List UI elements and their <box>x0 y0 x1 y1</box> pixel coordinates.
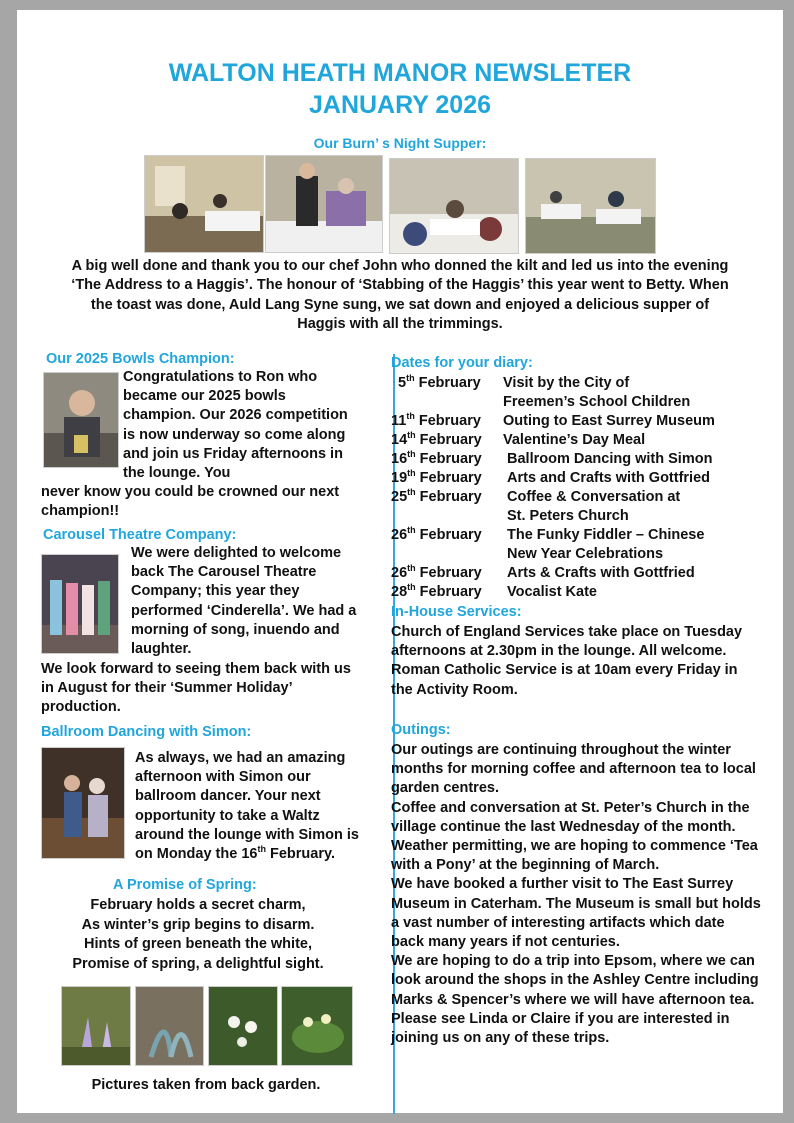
diary-date: 25th February <box>391 487 482 505</box>
diary-event: The Funky Fiddler – Chinese <box>507 527 705 543</box>
diary-date: 26th February <box>391 525 482 543</box>
diary-event: Visit by the City of <box>503 375 630 391</box>
outings-paragraph: We are hoping to do a trip into Epsom, where we can look around the shops in the Ashley Centre including Marks & Spencer’s where we will have afternoon tea. <box>391 953 759 1008</box>
bowls-heading: Our 2025 Bowls Champion: <box>46 351 235 367</box>
diary-event: Arts & Crafts with Gottfried <box>507 565 695 581</box>
diary-event: New Year Celebrations <box>507 546 664 562</box>
burns-photo-4 <box>525 158 656 254</box>
outings-paragraph: Please see Linda or Claire if you are interested in joining us on any of these trips. <box>391 1010 730 1047</box>
diary-date: 5th February <box>398 373 481 391</box>
burns-heading: Our Burn’ s Night Supper: <box>313 135 487 151</box>
garden-photo-2 <box>135 986 204 1066</box>
diary-event: Outing to East Surrey Museum <box>503 413 715 429</box>
poem-line: As winter’s grip begins to disarm. <box>81 916 315 933</box>
outings-text <box>391 741 761 1048</box>
outings-paragraph: We have booked a further visit to The East Surrey Museum in Caterham. The Museum is small but holds a vast number of interesting artifacts which date back many years if not centuries. <box>391 876 761 951</box>
carousel-heading: Carousel Theatre Company: <box>43 527 237 543</box>
diary-date: 28th February <box>391 582 482 600</box>
garden-photo-4 <box>281 986 353 1066</box>
diary-event: St. Peters Church <box>507 508 629 524</box>
outings-paragraph: Our outings are continuing throughout the winter months for morning coffee and afternoon tea to local garden centres. <box>391 742 756 797</box>
garden-photo-1 <box>61 986 131 1066</box>
outings-paragraph: Weather permitting, we are hoping to commence ‘Tea with a Pony’ at the beginning of March. <box>391 838 758 874</box>
poem-line: Promise of spring, a delightful sight. <box>72 955 324 972</box>
newsletter-page <box>17 10 783 1113</box>
garden-photo-3 <box>208 986 278 1066</box>
diary-event: Vocalist Kate <box>507 584 597 600</box>
diary-date: 26th February <box>391 563 482 581</box>
carousel-text: We were delighted to welcome back The Carousel Theatre Company; this year they performed ‘Cinderella’. We had a morning of song, inuendo and laughter. <box>131 545 357 658</box>
burns-photo-2 <box>265 155 383 253</box>
diary-event: Valentine’s Day Meal <box>503 432 646 448</box>
inhouse-heading: In-House Services: <box>391 604 522 620</box>
newsletter-date: JANUARY 2026 <box>308 91 492 119</box>
outings-heading: Outings: <box>391 722 451 738</box>
burns-text: A big well done and thank you to our chef John who donned the kilt and led us into the evening ‘The Address to a Haggis’. The honour of ‘Stabbing of the Haggis’ this year went to Betty. When the toast was done, Auld Lang Syne sung, we sat down and enjoyed a delicious supper of Haggis with all the trimmings. <box>71 258 729 332</box>
diary-event: Ballroom Dancing with Simon <box>507 451 713 467</box>
diary-date: 11th February <box>391 411 481 429</box>
diary-date: 14th February <box>391 430 482 448</box>
ballroom-heading: Ballroom Dancing with Simon: <box>41 724 252 740</box>
outings-paragraph: Coffee and conversation at St. Peter’s Church in the village continue the last Wednesday of the month. <box>391 799 750 835</box>
spring-heading: A Promise of Spring: <box>113 877 257 893</box>
diary-event: Arts and Crafts with Gottfried <box>507 470 711 486</box>
bowls-text-continued: never know you could be crowned our next champion!! <box>41 484 340 520</box>
burns-photo-1 <box>144 155 264 253</box>
poem-line: Hints of green beneath the white, <box>84 936 312 952</box>
diary-event: Coffee & Conversation at <box>507 489 681 505</box>
carousel-photo <box>41 554 119 654</box>
diary-date: 19th February <box>391 468 482 486</box>
spring-poem <box>33 896 363 974</box>
ballroom-text: As always, we had an amazing afternoon with Simon our ballroom dancer. Your next opportunity to take a Waltz around the lounge with Simon is on Monday the 16th February. <box>135 750 359 863</box>
inhouse-text: Church of England Services take place on Tuesday afternoons at 2.30pm in the lounge. All welcome. Roman Catholic Service is at 10am every Friday in the Activity Room. <box>391 624 743 698</box>
ballroom-photo <box>41 747 125 859</box>
newsletter-title: WALTON HEATH MANOR NEWSLETER <box>168 59 632 87</box>
diary-date: 16th February <box>391 449 482 467</box>
bowls-text: Congratulations to Ron who became our 2025 bowls champion. Our 2026 competition is now underway so come along and join us Friday afternoons in the lounge. You <box>123 369 348 482</box>
diary-event: Freemen’s School Children <box>503 394 691 410</box>
poem-line: February holds a secret charm, <box>90 897 306 913</box>
carousel-text-continued: We look forward to seeing them back with us in August for their ‘Summer Holiday’ production. <box>41 661 351 716</box>
garden-caption: Pictures taken from back garden. <box>91 1077 321 1093</box>
newsletter-content <box>33 24 767 1107</box>
diary-heading: Dates for your diary: <box>391 355 533 371</box>
burns-photo-3 <box>389 158 519 254</box>
bowls-photo <box>43 372 119 468</box>
